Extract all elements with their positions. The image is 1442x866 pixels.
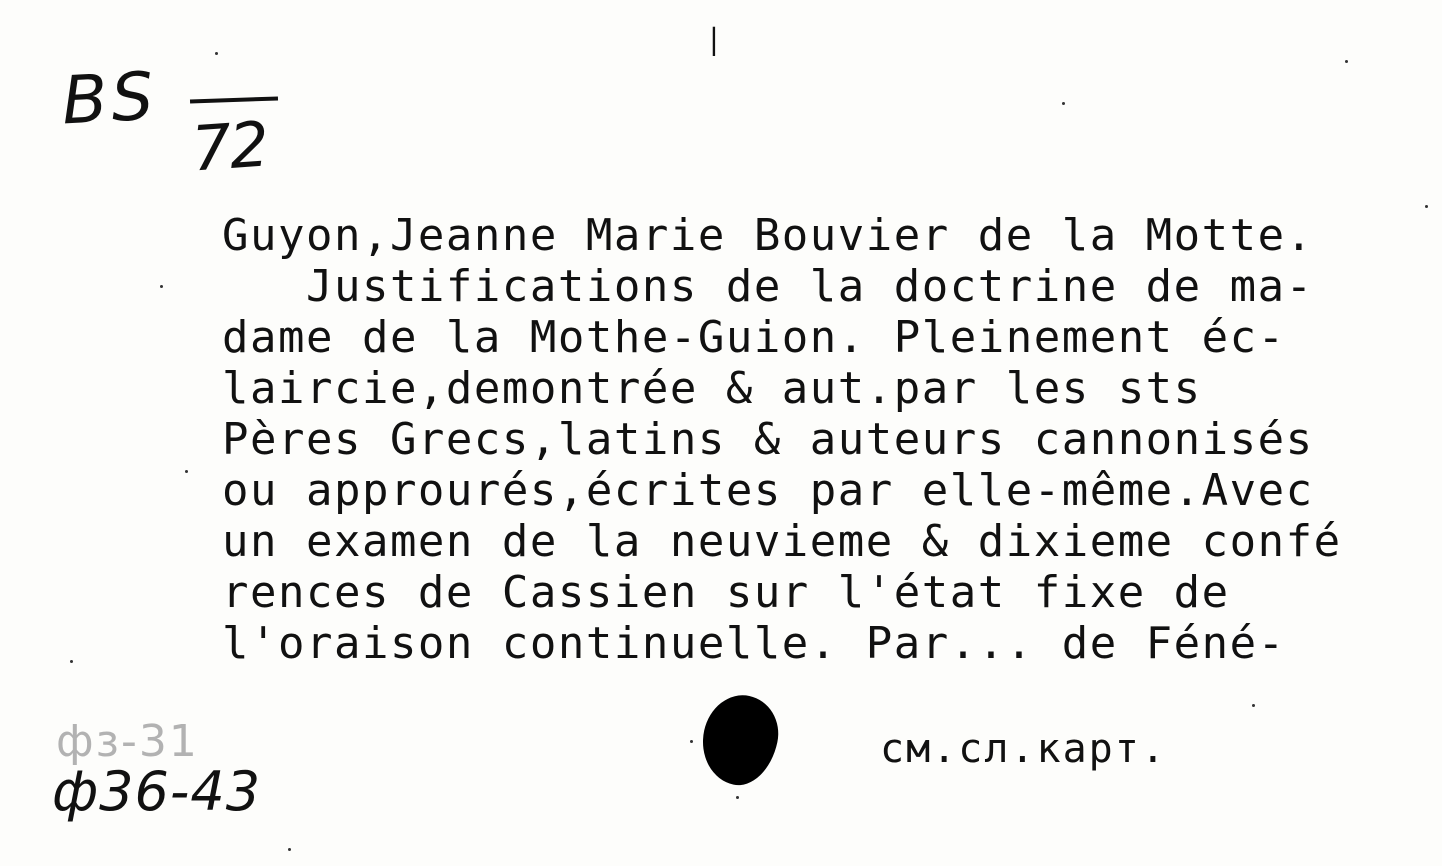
entry-line: Guyon,Jeanne Marie Bouvier de la Motte.: [222, 210, 1314, 261]
bibliographic-entry: [222, 210, 1442, 669]
scan-speck: [70, 660, 73, 663]
faded-shelf-mark: фз-31: [56, 716, 199, 767]
scan-speck: [1345, 60, 1348, 63]
call-number-rule: [190, 96, 278, 103]
entry-line: l'oraison continuelle. Par... de Féné-: [222, 618, 1286, 669]
scan-speck: [160, 285, 163, 288]
see-also-reference: см.сл.карт.: [880, 726, 1167, 772]
entry-line: Justifications de la doctrine de ma-: [222, 261, 1314, 312]
shelf-mark: ф36-43: [52, 760, 262, 823]
call-number: 72: [189, 107, 270, 186]
scan-speck: [1062, 102, 1065, 105]
scan-speck: [736, 796, 739, 799]
call-number-prefix: BS: [60, 57, 160, 140]
entry-line: laircie,demontrée & aut.par les sts: [222, 363, 1202, 414]
scan-speck: [1252, 704, 1255, 707]
card-punch-hole: [694, 688, 785, 791]
scan-speck: [288, 848, 291, 851]
scan-speck: [1425, 205, 1428, 208]
entry-line: dame de la Mothe-Guion. Pleinement éc-: [222, 312, 1286, 363]
scan-speck: [215, 52, 218, 55]
scan-speck: [185, 470, 188, 473]
top-mark: I: [710, 20, 718, 66]
entry-line: un examen de la neuvieme & dixieme confé: [222, 516, 1342, 567]
entry-line: ou approurés,écrites par elle-même.Avec: [222, 465, 1314, 516]
scan-speck: [690, 740, 693, 743]
entry-line: Pères Grecs,latins & auteurs cannonisés: [222, 414, 1314, 465]
entry-line: rences de Cassien sur l'état fixe de: [222, 567, 1230, 618]
